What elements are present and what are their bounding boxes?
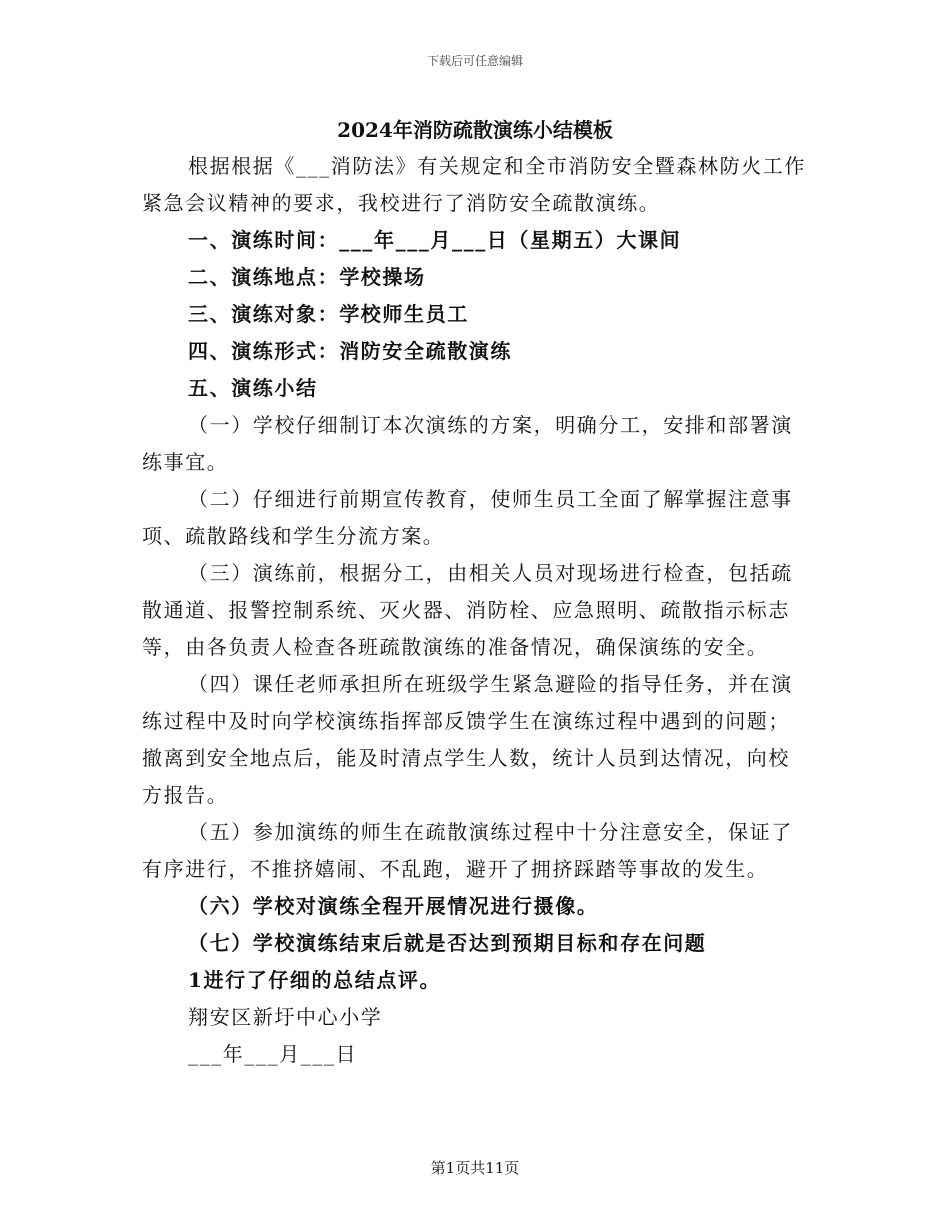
summary-point-5: （五）参加演练的师生在疏散演练过程中十分注意安全，保证了有序进行，不推挤嬉闹、不乱跑，避开了拥挤踩踏等事故的发生。: [142, 820, 793, 881]
item-drill-participants: 三、演练对象：学校师生员工: [188, 302, 469, 326]
item-drill-location: 二、演练地点：学校操场: [188, 265, 426, 289]
summary-point-7-continued: 1进行了仔细的总结点评。: [188, 968, 442, 992]
signature-date: ___年___月___日: [188, 1042, 358, 1066]
item-drill-summary-heading: 五、演练小结: [188, 376, 318, 400]
summary-point-1: （一）学校仔细制订本次演练的方案，明确分工，安排和部署演练事宜。: [142, 413, 793, 474]
signature-school: 翔安区新圩中心小学: [188, 1005, 383, 1029]
page-number: 第1页共11页: [430, 1159, 520, 1177]
document-body: [142, 148, 808, 1073]
summary-point-2: （二）仔细进行前期宣传教育，使师生员工全面了解掌握注意事项、疏散路线和学生分流方案。: [142, 487, 793, 548]
item-drill-time: 一、演练时间：___年___月___日（星期五）大课间: [188, 228, 682, 252]
summary-point-3: （三）演练前，根据分工，由相关人员对现场进行检查，包括疏散通道、报警控制系统、灭火器、消防栓、应急照明、疏散指示标志等，由各负责人检查各班疏散演练的准备情况，确保演练的安全。: [142, 561, 793, 659]
summary-point-7: （七）学校演练结束后就是否达到预期目标和存在问题: [188, 931, 707, 955]
page-header-note: 下载后可任意编辑: [426, 54, 523, 68]
document-title: 2024年消防疏散演练小结模板: [337, 118, 613, 142]
intro-paragraph: 根据根据《___消防法》有关规定和全市消防安全暨森林防火工作紧急会议精神的要求，我校进行了消防安全疏散演练。: [142, 154, 806, 215]
item-drill-format: 四、演练形式：消防安全疏散演练: [188, 339, 512, 363]
summary-point-6: （六）学校对演练全程开展情况进行摄像。: [188, 894, 599, 918]
summary-point-4: （四）课任老师承担所在班级学生紧急避险的指导任务，并在演练过程中及时向学校演练指挥部反馈学生在演练过程中遇到的问题；撤离到安全地点后，能及时清点学生人数，统计人员到达情况，向校方报告。: [142, 672, 793, 807]
